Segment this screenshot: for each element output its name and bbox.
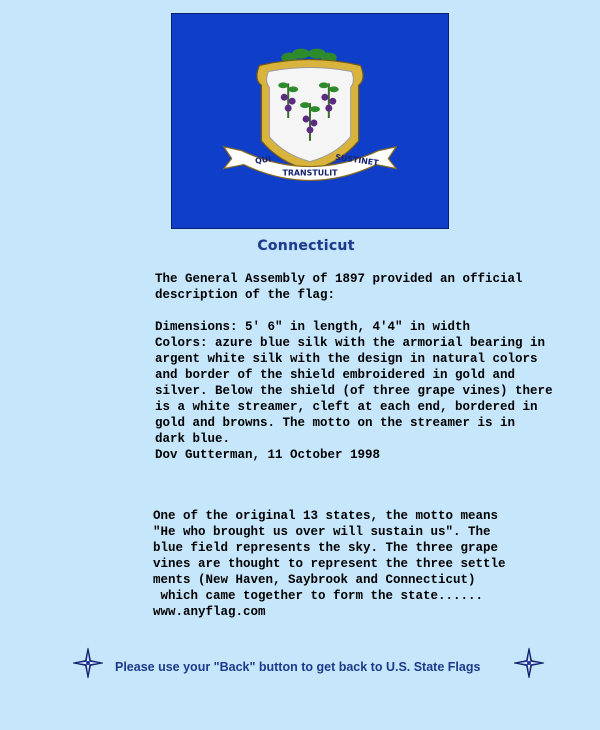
motto-word: SUSTINET — [334, 152, 380, 168]
state-info: One of the original 13 states, the motto means "He who brought us over will sustain us". The blue field represents the sky. The three grape vines are thought to represent the three settle ments (New Haven, Saybrook and Connecticut) which came together to form the state...... www.anyflag.com — [153, 509, 506, 619]
back-to-state-flags-link[interactable]: Please use your "Back" button to get back to U.S. State Flags — [115, 660, 481, 674]
motto-word: QUI — [254, 154, 272, 166]
compass-star-icon — [72, 647, 104, 679]
motto-word: TRANSTULIT — [282, 168, 338, 178]
footer-navigation — [0, 647, 600, 679]
flag-caption: Connecticut — [257, 238, 355, 254]
compass-star-icon — [513, 647, 545, 679]
connecticut-flag-image — [171, 13, 449, 229]
flag-description: The General Assembly of 1897 provided an official description of the flag: Dimensions: 5' 6" in length, 4'4" in width Colors: azure blue silk with the armorial bearing in argent white silk with the design in natural colors and border of the shield embroidered in gold and silver. Below the shield (of three grape vines) there is a white streamer, cleft at each end, bordered in gold and browns. The motto on the streamer is in dark blue. Dov Gutterman, 11 October 1998 — [155, 272, 553, 462]
